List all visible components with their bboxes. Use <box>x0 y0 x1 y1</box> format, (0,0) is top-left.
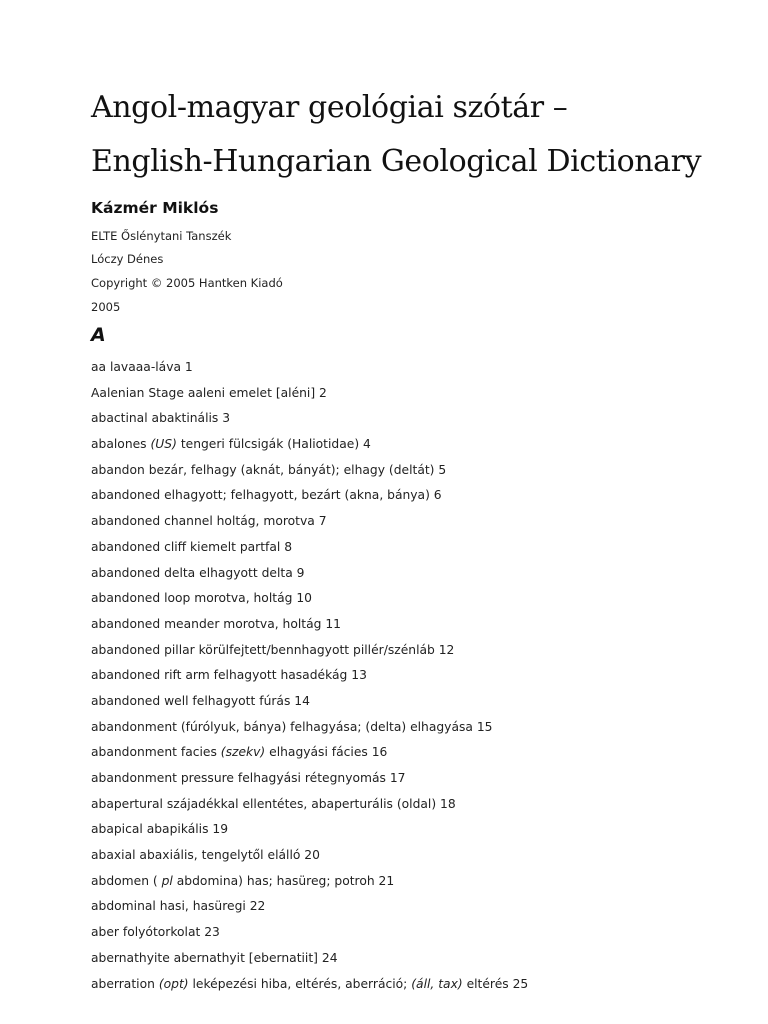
entry-text: abandoned elhagyott; felhagyott, bezárt (akna, bánya) 6 <box>91 488 442 503</box>
title-hungarian: Angol-magyar geológiai szótár – <box>91 90 568 125</box>
entry-text: abandoned cliff kiemelt partfal 8 <box>91 539 293 554</box>
entry-text: abandoned pillar körülfejtett/bennhagyott pillér/szénláb 12 <box>91 642 455 657</box>
entry-label-italic: (US) <box>150 437 177 452</box>
dictionary-entry <box>91 794 751 820</box>
entry-label-italic: (opt) <box>158 976 189 991</box>
dictionary-entry <box>91 408 751 434</box>
entry-text: abactinal abaktinális 3 <box>91 411 231 426</box>
entry-text: abandoned rift arm felhagyott hasadékág 13 <box>91 668 367 683</box>
entry-text: abernathyite abernathyit [ebernatiit] 24 <box>91 950 338 965</box>
entry-text: abalones <box>91 437 151 452</box>
dictionary-entry <box>91 896 751 922</box>
dictionary-entry <box>91 640 751 666</box>
dictionary-entry <box>91 383 751 409</box>
dictionary-entry <box>91 922 751 948</box>
entry-text: elhagyási fácies 16 <box>265 745 388 760</box>
dictionary-entry-list <box>91 357 751 999</box>
entry-text: abdominal hasi, hasüregi 22 <box>91 899 266 914</box>
author-name: Kázmér Miklós <box>91 199 219 217</box>
dictionary-entry <box>91 357 751 383</box>
title-english: English-Hungarian Geological Dictionary <box>91 144 702 179</box>
entry-text: aberration <box>91 976 159 991</box>
entry-text: abandonment facies <box>91 745 221 760</box>
dictionary-entry <box>91 871 751 897</box>
entry-text: abapertural szájadékkal ellentétes, abaperturális (oldal) 18 <box>91 796 456 811</box>
entry-label-italic: (áll, tax) <box>411 976 463 991</box>
dictionary-entry <box>91 948 751 974</box>
entry-text: tengeri fülcsigák (Haliotidae) 4 <box>176 437 371 452</box>
entry-text: eltérés 25 <box>462 976 529 991</box>
dictionary-entry <box>91 511 751 537</box>
entry-text: leképezési hiba, eltérés, aberráció; <box>188 976 412 991</box>
entry-label-italic: (szekv) <box>220 745 266 760</box>
entry-text: aa lavaaa-láva 1 <box>91 360 193 374</box>
dictionary-entry <box>91 742 751 768</box>
dictionary-entry <box>91 691 751 717</box>
entry-text: abandonment (fúrólyuk, bánya) felhagyása; (delta) elhagyása 15 <box>91 719 493 734</box>
copyright-line: Copyright © 2005 Hantken Kiadó <box>91 276 283 290</box>
entry-text: abandoned loop morotva, holtág 10 <box>91 591 312 606</box>
dictionary-entry <box>91 460 751 486</box>
dictionary-entry <box>91 588 751 614</box>
dictionary-entry <box>91 537 751 563</box>
dictionary-entry <box>91 845 751 871</box>
dictionary-entry <box>91 819 751 845</box>
dictionary-entry <box>91 717 751 743</box>
entry-text: abandoned delta elhagyott delta 9 <box>91 565 305 580</box>
section-letter-heading: A <box>91 324 106 346</box>
entry-label-italic: pl <box>161 873 173 888</box>
entry-text: abandon bezár, felhagy (aknát, bányát); elhagy (deltát) 5 <box>91 462 447 477</box>
dictionary-entry <box>91 768 751 794</box>
dictionary-entry <box>91 563 751 589</box>
entry-text: Aalenian Stage aaleni emelet [aléni] 2 <box>91 385 327 400</box>
entry-text: abdomen ( <box>91 873 162 888</box>
dictionary-entry <box>91 434 751 460</box>
dictionary-entry <box>91 665 751 691</box>
entry-text: abaxial abaxiális, tengelytől elálló 20 <box>91 848 320 863</box>
dictionary-entry <box>91 485 751 511</box>
dictionary-entry <box>91 614 751 640</box>
affiliation: ELTE Őslénytani Tanszék <box>91 229 232 243</box>
dictionary-entry <box>91 974 751 1000</box>
entry-text: abandoned well felhagyott fúrás 14 <box>91 693 310 708</box>
entry-text: abandonment pressure felhagyási rétegnyomás 17 <box>91 771 406 785</box>
entry-text: abapical abapikális 19 <box>91 822 229 837</box>
entry-text: abandoned channel holtág, morotva 7 <box>91 514 327 529</box>
entry-text: aber folyótorkolat 23 <box>91 925 220 940</box>
coauthor: Lóczy Dénes <box>91 252 164 266</box>
entry-text: abdomina) has; hasüreg; potroh 21 <box>172 873 395 888</box>
publication-year: 2005 <box>91 300 121 314</box>
entry-text: abandoned meander morotva, holtág 11 <box>91 616 341 631</box>
